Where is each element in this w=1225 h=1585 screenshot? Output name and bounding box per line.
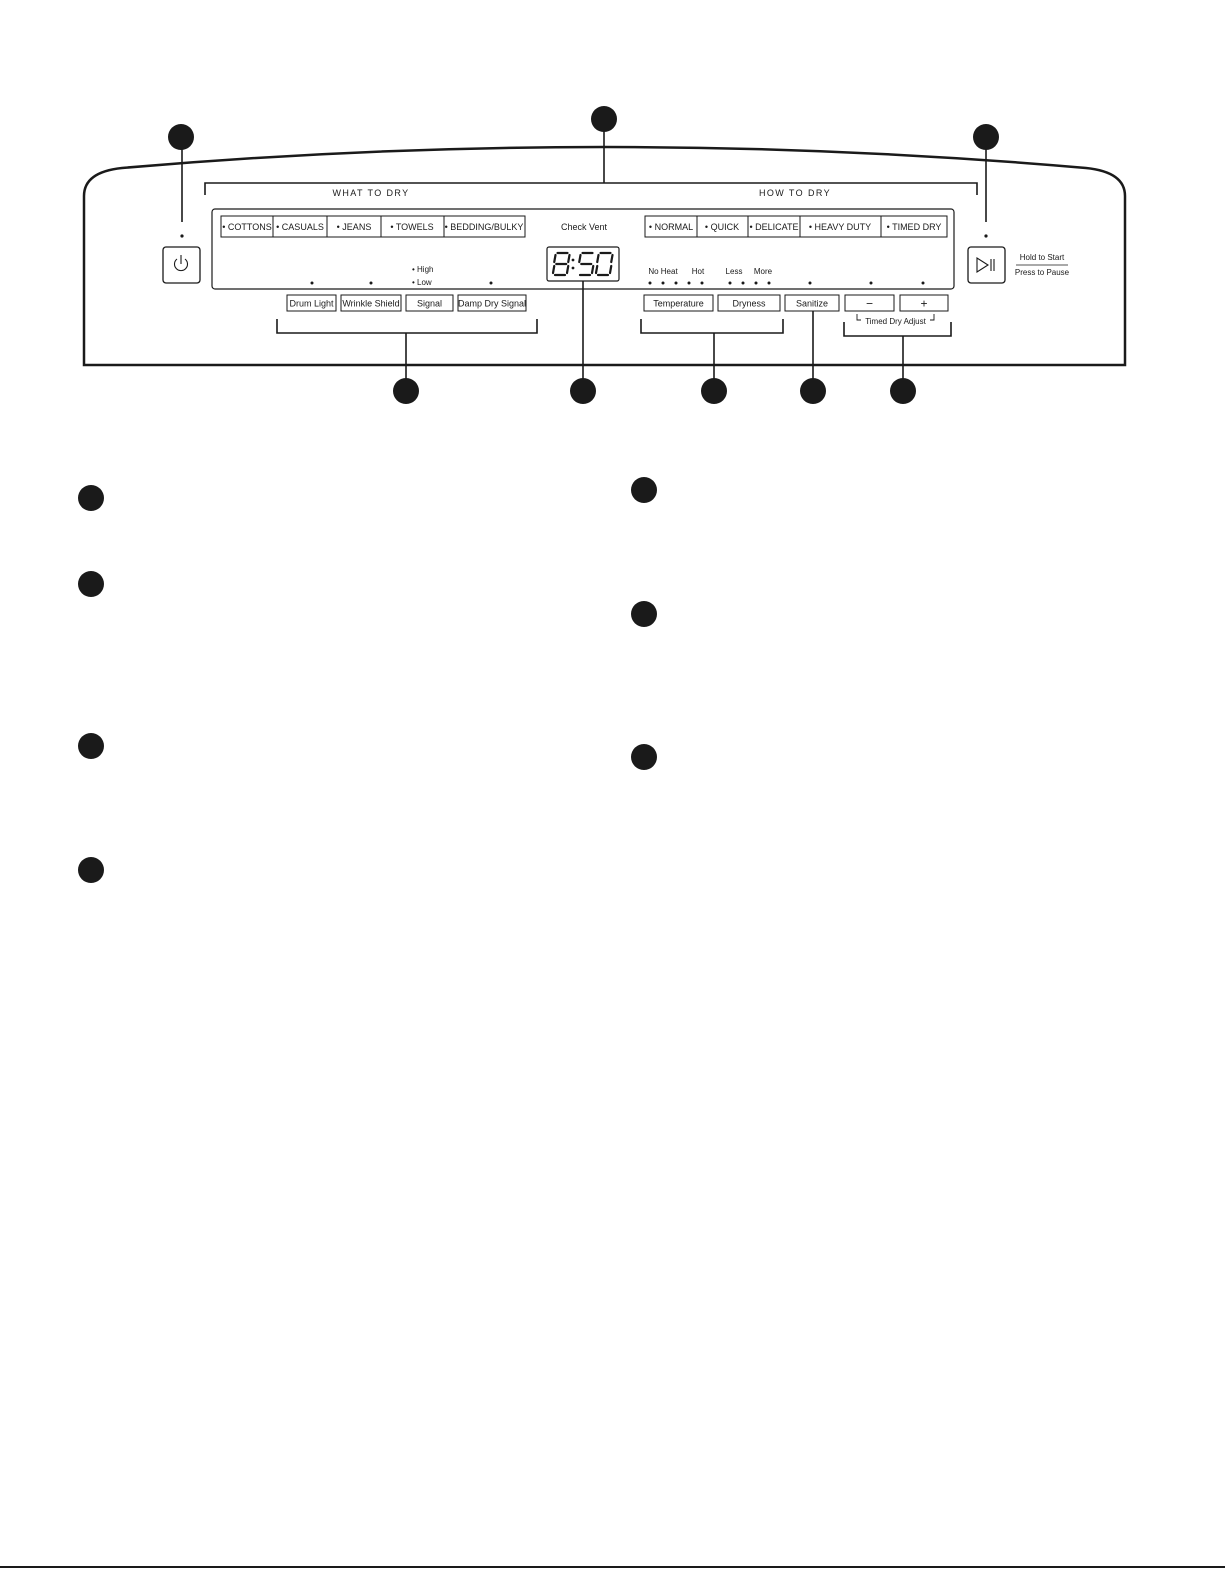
svg-text:Damp Dry Signal: Damp Dry Signal: [457, 298, 527, 309]
hold-to-start-label: Hold to Start: [1019, 253, 1065, 262]
cycle-button-timed-dry[interactable]: [887, 222, 942, 232]
svg-text:• TOWELS: • TOWELS: [390, 222, 434, 232]
svg-text:−: −: [865, 296, 874, 311]
cycle-button-casuals[interactable]: [276, 222, 324, 232]
dryness-more-label: More: [753, 267, 773, 276]
legend-marker-3: [78, 733, 104, 759]
display-segment: [554, 255, 555, 262]
display-segment: [597, 255, 598, 262]
legend-marker-5: [631, 477, 657, 503]
callout-marker-cycles: [591, 106, 617, 132]
cycle-button-heavy-duty[interactable]: [809, 222, 871, 232]
svg-text:Signal: Signal: [416, 298, 443, 309]
cycle-button-bedding-bulky[interactable]: [445, 222, 524, 232]
time-display: [0, 0, 619, 281]
temp-hot-label: Hot: [691, 267, 705, 276]
callout-marker-sanitize: [800, 378, 826, 404]
svg-text:• NORMAL: • NORMAL: [648, 222, 694, 232]
legend-marker-1: [78, 485, 104, 511]
display-segment: [553, 266, 554, 273]
svg-text:Temperature: Temperature: [653, 298, 704, 309]
svg-text:Dryness: Dryness: [732, 298, 766, 309]
temp-no-heat-label: No Heat: [648, 267, 678, 276]
sanitize-button[interactable]: [785, 295, 839, 311]
press-to-pause-label: Press to Pause: [1014, 268, 1070, 277]
display-segment: [567, 266, 568, 273]
how-to-dry-heading: HOW TO DRY: [758, 188, 832, 198]
bottom-leaders: [277, 311, 951, 379]
cycle-button-towels[interactable]: [390, 222, 433, 232]
display-colon-dot: [572, 267, 575, 270]
svg-text:• CASUALS: • CASUALS: [276, 222, 324, 232]
callout-marker-timed-adjust: [890, 378, 916, 404]
signal-low-label: • Low: [412, 278, 432, 287]
legend-marker-2: [78, 571, 104, 597]
svg-text:Wrinkle Shield: Wrinkle Shield: [342, 298, 400, 309]
display-segment: [596, 266, 597, 273]
cycle-button-quick[interactable]: [705, 222, 739, 232]
svg-text:• DELICATE: • DELICATE: [749, 222, 799, 232]
svg-text:• QUICK: • QUICK: [704, 222, 740, 232]
cycle-button-jeans[interactable]: [337, 222, 372, 232]
timed-dry-minus-button[interactable]: [845, 295, 894, 311]
display-segment: [579, 255, 580, 262]
drum-light-button[interactable]: [287, 295, 336, 311]
what-to-dry-heading: WHAT TO DRY: [332, 188, 410, 198]
display-segment: [568, 255, 569, 262]
check-vent-label: Check Vent: [560, 222, 608, 232]
top-leaders: [182, 119, 986, 222]
start-pause-button[interactable]: [968, 247, 1005, 283]
svg-text:Drum Light: Drum Light: [289, 298, 334, 309]
svg-text:• TIMED DRY: • TIMED DRY: [886, 222, 942, 232]
dryness-less-label: Less: [725, 267, 743, 276]
damp-dry-signal-button[interactable]: [458, 295, 526, 311]
svg-text:+: +: [920, 296, 928, 311]
legend-marker-6: [631, 601, 657, 627]
svg-text:• JEANS: • JEANS: [336, 222, 372, 232]
svg-text:• BEDDING/BULKY: • BEDDING/BULKY: [444, 222, 524, 232]
callout-marker-start: [973, 124, 999, 150]
signal-high-label: • High: [412, 265, 434, 274]
svg-text:• COTTONS: • COTTONS: [222, 222, 272, 232]
page-bottom-rule: [0, 1566, 1225, 1568]
callout-marker-display: [570, 378, 596, 404]
timed-dry-adjust-label: Timed Dry Adjust: [865, 317, 926, 326]
display-colon-dot: [572, 259, 575, 262]
display-segment: [610, 266, 611, 273]
display-segment: [592, 266, 593, 273]
legend-marker-7: [631, 744, 657, 770]
legend-marker-4: [78, 857, 104, 883]
power-button[interactable]: [163, 247, 200, 283]
timed-dry-plus-button[interactable]: [900, 295, 948, 311]
dryness-button[interactable]: [718, 295, 780, 311]
start-indicator-dot: [984, 234, 987, 237]
wrinkle-shield-button[interactable]: [341, 295, 401, 311]
svg-text:• HEAVY DUTY: • HEAVY DUTY: [808, 222, 872, 232]
display-segment: [611, 255, 612, 262]
signal-button[interactable]: [406, 295, 453, 311]
callout-marker-power: [168, 124, 194, 150]
temperature-button[interactable]: [644, 295, 713, 311]
cycle-button-normal[interactable]: [649, 222, 693, 232]
cycle-button-delicate[interactable]: [750, 222, 799, 232]
cycle-button-cottons[interactable]: [222, 222, 272, 232]
callout-marker-modifiers: [701, 378, 727, 404]
power-indicator-dot: [180, 234, 183, 237]
indicator-dots: [311, 282, 925, 285]
callout-marker-options: [393, 378, 419, 404]
svg-text:Sanitize: Sanitize: [795, 298, 829, 309]
